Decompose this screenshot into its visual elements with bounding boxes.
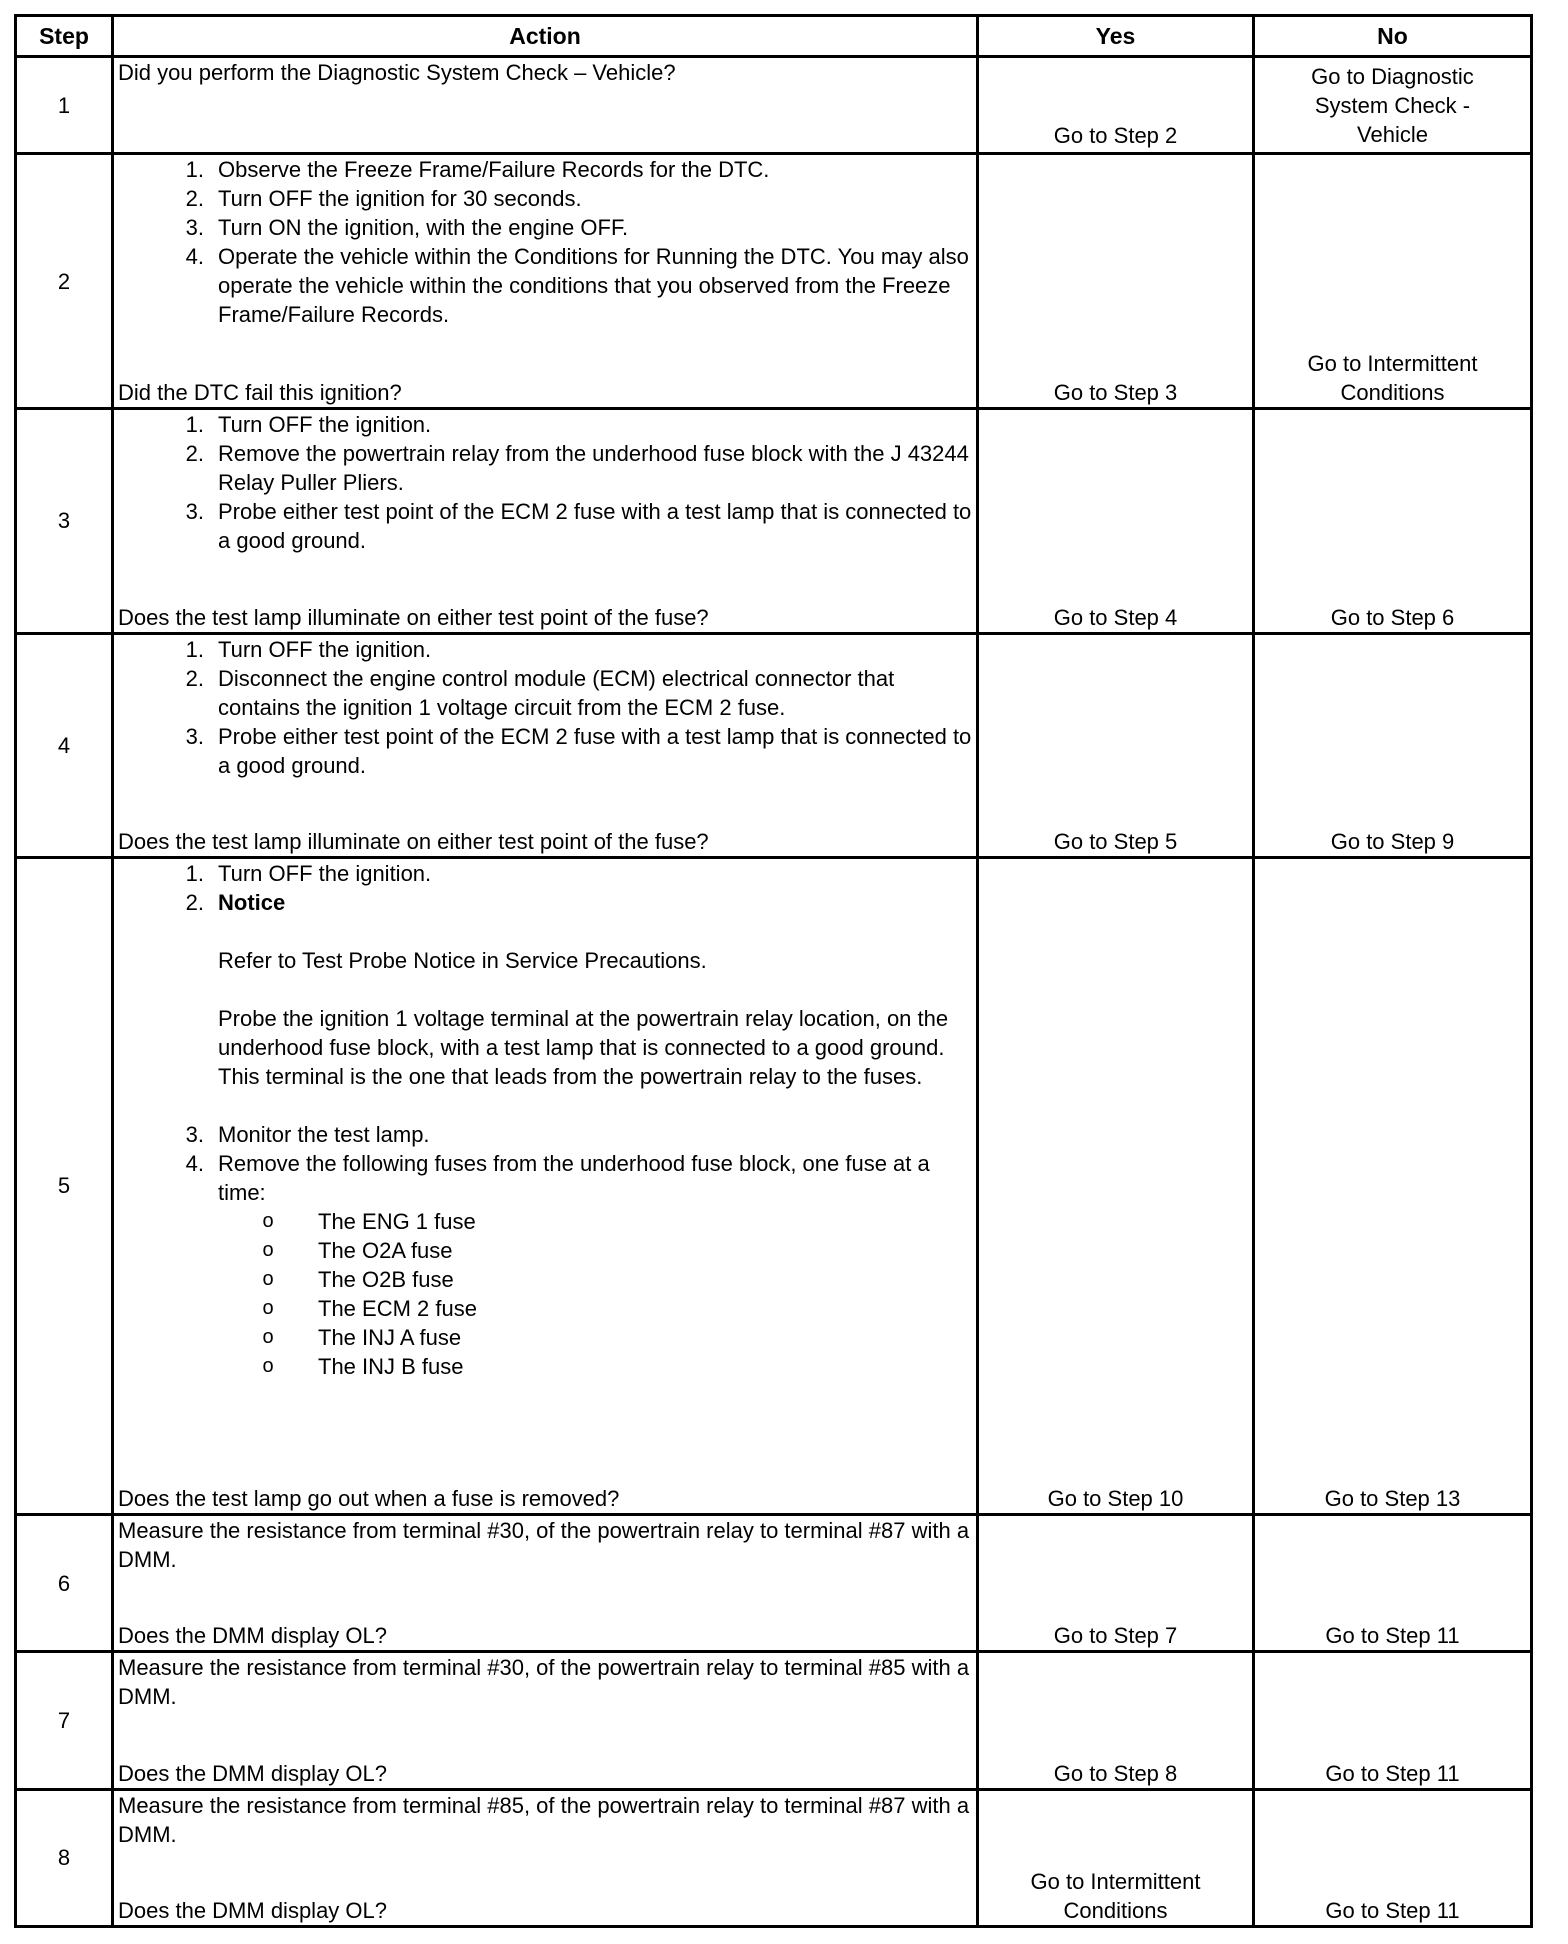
action-cell [113,1789,978,1926]
list-item: o The INJ A fuse [262,1325,462,1351]
list-item: 1. Observe the Freeze Frame/Failure Records for the DTC. [185,157,770,183]
action-cell [113,1514,978,1651]
list-item: 3. Turn ON the ignition, with the engine OFF. [185,215,629,241]
action-cell [113,633,978,858]
action-text: Measure the resistance from terminal #30, of the powertrain relay to terminal #85 with a DMM. [118,1655,970,1710]
no-cell: Go to Step 6 [1254,408,1532,633]
table-row [16,1652,1532,1789]
header-action: Action [113,16,978,57]
list-item: 3. Probe either test point of the ECM 2 fuse with a test lamp that is connected to a good ground. [185,498,972,553]
list-item: 1. Turn OFF the ignition. [185,861,432,887]
action-question: Does the DMM display OL? [118,1898,387,1923]
no-text: Go to Intermittent Conditions [1307,350,1478,405]
action-cell [113,57,978,154]
step-number: 1 [16,57,113,154]
action-text: Measure the resistance from terminal #30, of the powertrain relay to terminal #87 with a DMM. [118,1517,970,1572]
notice-text: Refer to Test Probe Notice in Service Precautions. [218,948,707,974]
no-cell: Go to Step 11 [1254,1514,1532,1651]
list-item: 3. Probe either test point of the ECM 2 fuse with a test lamp that is connected to a good ground. [185,723,972,778]
list-item: 3. Monitor the test lamp. [185,1122,430,1148]
list-item: 1. Turn OFF the ignition. [185,636,432,662]
table-row [16,408,1532,633]
step-number: 8 [16,1789,113,1926]
yes-cell: Go to Step 8 [978,1652,1254,1789]
action-steps [118,155,972,329]
yes-cell: Go to Step 10 [978,858,1254,1515]
action-cell [113,408,978,633]
list-item: 4. Remove the following fuses from the underhood fuse block, one fuse at a time: [185,1151,930,1206]
list-item: o The ECM 2 fuse [262,1296,477,1322]
list-item: 2. Remove the powertrain relay from the underhood fuse block with the J 43244 Relay Puller Pliers. [185,440,969,495]
list-item: 2. Notice Refer to Test Probe Notice in Service Precautions. Probe the ignition 1 voltage terminal at the powertrain relay location, on the underhood fuse block, with a test lamp that is connected to a good ground. This terminal is the one that leads from the powertrain relay to the fuses. [118,888,972,1120]
no-cell: Go to Step 13 [1254,858,1532,1515]
table-row [16,57,1532,154]
diagnostic-table [14,14,1533,1928]
no-cell [1254,57,1532,154]
action-question: Did you perform the Diagnostic System Check – Vehicle? [118,60,676,85]
header-step: Step [16,16,113,57]
table-row [16,633,1532,858]
list-item: 2. Disconnect the engine control module (ECM) electrical connector that contains the ignition 1 voltage circuit from the ECM 2 fuse. [185,665,895,720]
action-text: Measure the resistance from terminal #85, of the powertrain relay to terminal #87 with a DMM. [118,1792,970,1847]
probe-text: Probe the ignition 1 voltage terminal at the powertrain relay location, on the underhood fuse block, with a test lamp that is connected to a good ground. This terminal is the one that leads from the powertrain relay to the fuses. [218,1006,949,1090]
list-item: 4. Operate the vehicle within the Conditions for Running the DTC. You may also operate the vehicle within the conditions that you observed from the Freeze Frame/Failure Records. [185,244,969,328]
yes-cell: Go to Step 2 [978,57,1254,154]
list-item: 1. Turn OFF the ignition. [185,411,432,437]
action-question: Does the test lamp illuminate on either test point of the fuse? [118,604,709,630]
action-question: Does the DMM display OL? [118,1760,387,1786]
action-steps [118,859,972,1207]
step-number: 7 [16,1652,113,1789]
action-steps [118,635,972,780]
list-item: o The INJ B fuse [262,1354,464,1380]
step-number: 4 [16,633,113,858]
table-row [16,1789,1532,1926]
no-cell [1254,154,1532,409]
action-cell [113,1652,978,1789]
step-number: 2 [16,154,113,409]
list-item: o The O2A fuse [262,1238,453,1264]
no-text: Go to Diagnostic System Check - Vehicle [1311,63,1474,147]
action-cell [113,154,978,409]
yes-cell: Go to Step 4 [978,408,1254,633]
action-question: Does the test lamp go out when a fuse is removed? [118,1485,620,1511]
yes-cell: Go to Step 3 [978,154,1254,409]
list-item: o The ENG 1 fuse [262,1209,476,1235]
notice-title: Notice [218,890,286,916]
action-cell [113,858,978,1515]
list-item: 2. Turn OFF the ignition for 30 seconds. [185,186,582,212]
yes-cell: Go to Step 5 [978,633,1254,858]
header-yes: Yes [978,16,1254,57]
no-cell: Go to Step 9 [1254,633,1532,858]
step-number: 3 [16,408,113,633]
header-row [16,16,1532,57]
fuse-list [218,1207,972,1381]
yes-text: Go to Intermittent Conditions [1030,1869,1201,1923]
action-question: Does the test lamp illuminate on either test point of the fuse? [118,829,709,855]
table-row [16,858,1532,1515]
header-no: No [1254,16,1532,57]
table-row [16,1514,1532,1651]
step-number: 5 [16,858,113,1515]
table-row [16,154,1532,409]
yes-cell [978,1789,1254,1926]
action-question: Does the DMM display OL? [118,1623,387,1649]
fuse-instruction: Remove the following fuses from the underhood fuse block, one fuse at a time: [218,1151,930,1206]
yes-cell: Go to Step 7 [978,1514,1254,1651]
action-steps [118,410,972,555]
action-question: Did the DTC fail this ignition? [118,379,402,405]
list-item: o The O2B fuse [262,1267,454,1293]
no-cell: Go to Step 11 [1254,1652,1532,1789]
step-number: 6 [16,1514,113,1651]
no-cell: Go to Step 11 [1254,1789,1532,1926]
